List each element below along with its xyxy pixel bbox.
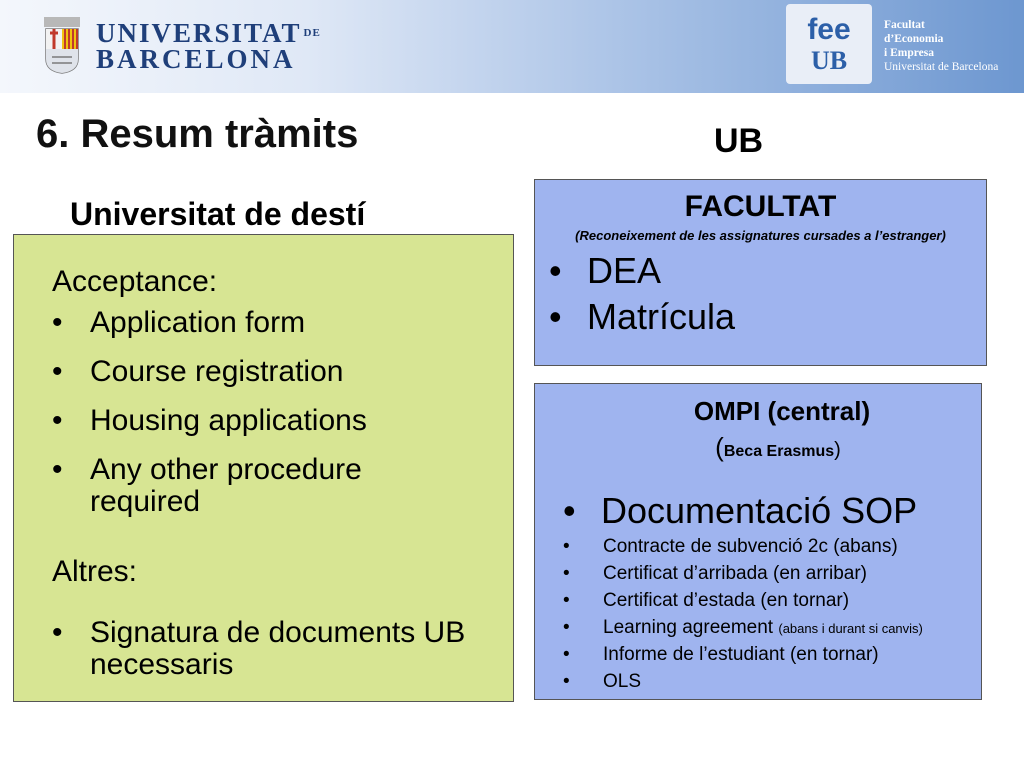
bullet: • [549,250,562,291]
bullet: • [52,404,63,437]
ompi-box-subtitle [555,432,1001,463]
ompi-box [534,383,982,700]
university-name-line1: UNIVERSITAT [96,18,302,48]
faculty-badge-line1: fee [807,13,851,46]
slide-title: 6. Resum tràmits [36,112,359,156]
ompi-subtitle-text: Beca Erasmus [723,443,835,460]
list-item-text: Matrícula [587,296,736,337]
list-item-text: DEA [587,250,662,291]
bullet: • [563,644,570,665]
ompi-subtitle-open-paren: ( [715,432,724,462]
bullet: • [563,671,570,692]
faculty-box [534,179,987,366]
faculty-name-line: Universitat de Barcelona [884,61,999,73]
destination-heading: Universitat de destí [70,196,366,232]
ompi-box-title: OMPI (central) [693,396,871,426]
list-item-text: Certificat d’estada (en tornar) [603,590,850,611]
university-name [96,18,321,74]
list-item-text: Application form [90,306,306,339]
bullet: • [52,306,63,339]
faculty-box-title: FACULTAT [684,190,837,223]
list-item-main: Learning agreement [603,617,774,638]
faculty-badge-logo [786,4,872,84]
faculty-badge-line2: UB [810,46,848,75]
list-item-text: OLS [603,671,642,692]
list-item-text: Any other procedure required [90,453,362,518]
list-item-text [603,617,923,639]
bullet: • [563,617,570,638]
ub-heading: UB [714,122,764,160]
bullet: • [563,490,576,531]
list-item-text: Documentació SOP [601,490,918,531]
bullet: • [549,296,562,337]
faculty-box-subtitle: (Reconeixement de les assignatures cursades a l’estranger) [575,228,946,243]
bullet: • [563,590,570,611]
bullet: • [563,563,570,584]
university-name-line2: BARCELONA [96,44,296,74]
bullet: • [52,453,63,486]
header-banner [0,0,1024,93]
faculty-name-line: i Empresa [884,47,934,59]
list-item-text: Signatura de documents UB necessaris [90,616,466,681]
list-item-text: Contracte de subvenció 2c (abans) [603,536,898,557]
list-item-text: Course registration [90,355,344,388]
bullet: • [52,355,63,388]
university-logo [42,15,321,77]
list-item-note: (abans i durant si canvis) [778,621,923,636]
list-item-text: Housing applications [90,404,367,437]
faculty-name [884,18,1022,74]
list-item-text: Informe de l’estudiant (en tornar) [603,644,879,665]
bullet: • [52,616,63,649]
faculty-name-line: d’Economia [884,33,944,45]
university-name-de: DE [303,27,321,39]
list-item-text: Certificat d’arribada (en arribar) [603,563,867,584]
destination-box [13,234,514,702]
university-crest-icon [42,15,82,75]
faculty-name-line: Facultat [884,19,925,31]
ompi-subtitle-close-paren: ) [834,439,841,461]
other-label: Altres: [52,555,138,588]
bullet: • [563,536,570,557]
acceptance-label: Acceptance: [52,265,218,298]
